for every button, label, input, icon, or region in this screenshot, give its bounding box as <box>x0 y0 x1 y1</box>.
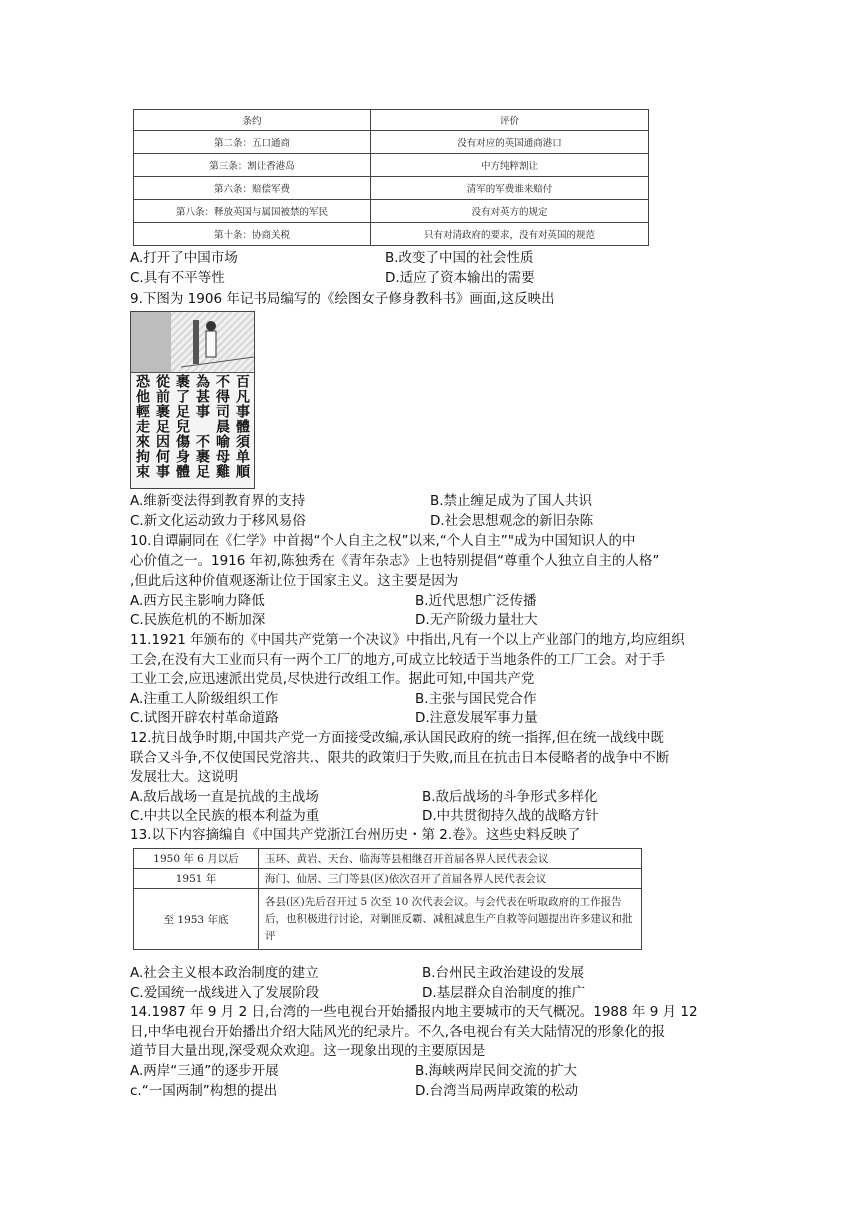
verse-column: 百凡事體須单順 <box>234 374 250 479</box>
table-row <box>134 849 642 869</box>
q10-option-d: D.无产阶级力量壮大 <box>415 612 538 628</box>
q8-option-c: C.具有不平等性 <box>130 270 225 286</box>
q10-stem-line: 10.自谭嗣同在《仁学》中首揭“个人自主之权”以来,“个人自主”"成为中国知识人的中 <box>130 533 636 549</box>
q9-option-d: D.社会思想观念的新旧杂陈 <box>430 513 594 529</box>
q12-option-d: D.中共贯彻持久战的战略方针 <box>422 808 599 824</box>
treaty-table <box>133 109 649 246</box>
illustration-verse <box>133 374 252 486</box>
table-cell: 玉环、黄岩、天台、临海等县相继召开首届各界人民代表会议 <box>259 849 642 869</box>
history-table <box>133 848 642 950</box>
table-cell: 中方纯粹割让 <box>370 154 648 177</box>
q9-option-b: B.禁止缠足成为了国人共识 <box>430 493 593 509</box>
illustration-scene <box>131 312 254 373</box>
q14-option-c: c.“一国两制”构想的提出 <box>130 1083 278 1099</box>
table-header-cell: 条约 <box>134 110 371 131</box>
table-cell-date: 1950 年 6 月以后 <box>134 849 259 869</box>
table-row <box>134 889 642 950</box>
table-cell: 只有对清政府的要求，没有对英国的规范 <box>370 223 648 246</box>
q14-stem-line: 日,中华电视台开始播出介绍大陆风光的纪录片。不久,各电视台有关大陆情况的形象化的报 <box>130 1024 666 1040</box>
table-header-cell: 评价 <box>370 110 648 131</box>
q14-option-d: D.台湾当局两岸政策的松动 <box>415 1083 579 1099</box>
q12-option-c: C.中共以全民族的根本利益为重 <box>130 808 320 824</box>
q14-stem-line: 14.1987 年 9 月 2 日,台湾的一些电视台开始播报内地主要城市的天气概况。1988 年 9 月 12 <box>130 1004 698 1020</box>
q13-option-d: D.基层群众自治制度的推广 <box>422 985 586 1001</box>
q11-stem-line: 工业工会,应迅速派出党员,尽快进行改组工作。据此可知,中国共产党 <box>130 671 535 687</box>
table-cell: 清军的军费谁来赔付 <box>370 177 648 200</box>
q8-option-a: A.打开了中国市场 <box>130 250 238 266</box>
table-cell: 各县(区)先后召开过 5 次至 10 次代表会议。与会代表在听取政府的工作报告后，也积极进行讨论，对剿匪反霸、减租减息生产自救等问题提出许多建议和批评 <box>259 889 642 950</box>
q13-option-c: C.爱国统一战线进入了发展阶段 <box>130 985 320 1001</box>
q14-option-b: B.海峡两岸民间交流的扩大 <box>415 1063 578 1079</box>
q10-option-a: A.西方民主影响力降低 <box>130 593 265 609</box>
q12-stem-line: 联合又斗争,不仅使国民党溶共.、限共的政策归于失败,而且在抗击日本侵略者的战争中不断 <box>130 750 670 766</box>
q11-stem-line: 11.1921 年颁布的《中国共产党第一个决议》中指出,凡有一个以上产业部门的地方,均应组织 <box>130 632 685 648</box>
q12-stem-line: 发展壮大。这说明 <box>130 769 238 785</box>
table-row <box>134 131 649 154</box>
q9-option-c: C.新文化运动致力于移风易俗 <box>130 513 306 529</box>
q14-option-a: A.两岸“三通”的逐步开展 <box>130 1063 279 1079</box>
table-cell: 第六条：赔偿军费 <box>134 177 371 200</box>
verse-column: 不得司晨喻母雞 <box>214 374 230 479</box>
q13-stem: 13.以下内容摘编自《中国共产党浙江台州历史・第 2.卷》。这些史料反映了 <box>130 827 581 843</box>
q9-stem: 9.下图为 1906 年记书局编写的《绘图女子修身教科书》画面,这反映出 <box>130 291 555 307</box>
q12-option-a: A.敌后战场一直是抗战的主战场 <box>130 789 319 805</box>
q11-option-d: D.注意发展军事力量 <box>415 710 538 726</box>
q9-option-a: A.维新变法得到教育界的支持 <box>130 493 306 509</box>
table-cell: 第八条：释放英国与属国被禁的军民 <box>134 200 371 223</box>
verse-column: 為甚事 不裹足 <box>194 374 210 479</box>
table-row <box>134 223 649 246</box>
q11-stem-line: 工会,在没有大工业而只有一两个工厂的地方,可成立比较适于当地条件的工厂工会。对于手 <box>130 652 666 668</box>
q10-stem-line: ,但此后这种价值观逐渐让位于国家主义。这主要是因为 <box>130 573 459 589</box>
q10-option-b: B.近代思想广泛传播 <box>415 593 537 609</box>
textbook-illustration <box>130 311 255 489</box>
q11-option-a: A.注重工人阶级组织工作 <box>130 691 279 707</box>
q13-option-b: B.台州民主政治建设的发展 <box>422 965 585 981</box>
q14-stem-line: 道节目大量出现,深受观众欢迎。这一现象出现的主要原因是 <box>130 1043 486 1059</box>
q8-option-d: D.适应了资本输出的需要 <box>385 270 535 286</box>
q12-stem-line: 12.抗日战争时期,中国共产党一方面接受改编,承认国民政府的统一指挥,但在统一战线中既 <box>130 730 664 746</box>
table-header-row <box>134 110 649 131</box>
verse-column: 裹了足兒傷身體 <box>174 374 190 479</box>
table-cell: 海门、仙居、三门等县(区)依次召开了首届各界人民代表会议 <box>259 869 642 889</box>
table-cell: 第十条：协商关税 <box>134 223 371 246</box>
q10-option-c: C.民族危机的不断加深 <box>130 612 266 628</box>
table-cell: 第二条：五口通商 <box>134 131 371 154</box>
table-cell-date: 1951 年 <box>134 869 259 889</box>
verse-column: 恐他輕走來拘束 <box>134 374 150 479</box>
table-cell-date: 至 1953 年底 <box>134 889 259 950</box>
q11-option-b: B.主张与国民党合作 <box>415 691 537 707</box>
table-cell: 没有对应的英国通商港口 <box>370 131 648 154</box>
q11-option-c: C.试图开辟农村革命道路 <box>130 710 279 726</box>
table-row <box>134 200 649 223</box>
q12-option-b: B.敌后战场的斗争形式多样化 <box>422 789 598 805</box>
table-row <box>134 177 649 200</box>
q8-option-b: B.改变了中国的社会性质 <box>385 250 534 266</box>
scene-figure-icon <box>131 312 254 372</box>
table-row <box>134 154 649 177</box>
verse-column: 從前裹足因何事 <box>154 374 170 479</box>
table-row <box>134 869 642 889</box>
q13-option-a: A.社会主义根本政治制度的建立 <box>130 965 319 981</box>
table-cell: 第三条：割让香港岛 <box>134 154 371 177</box>
q10-stem-line: 心价值之一。1916 年初,陈独秀在《青年杂志》上也特别提倡“尊重个人独立自主的人格” <box>130 553 660 569</box>
table-cell: 没有对英方的规定 <box>370 200 648 223</box>
